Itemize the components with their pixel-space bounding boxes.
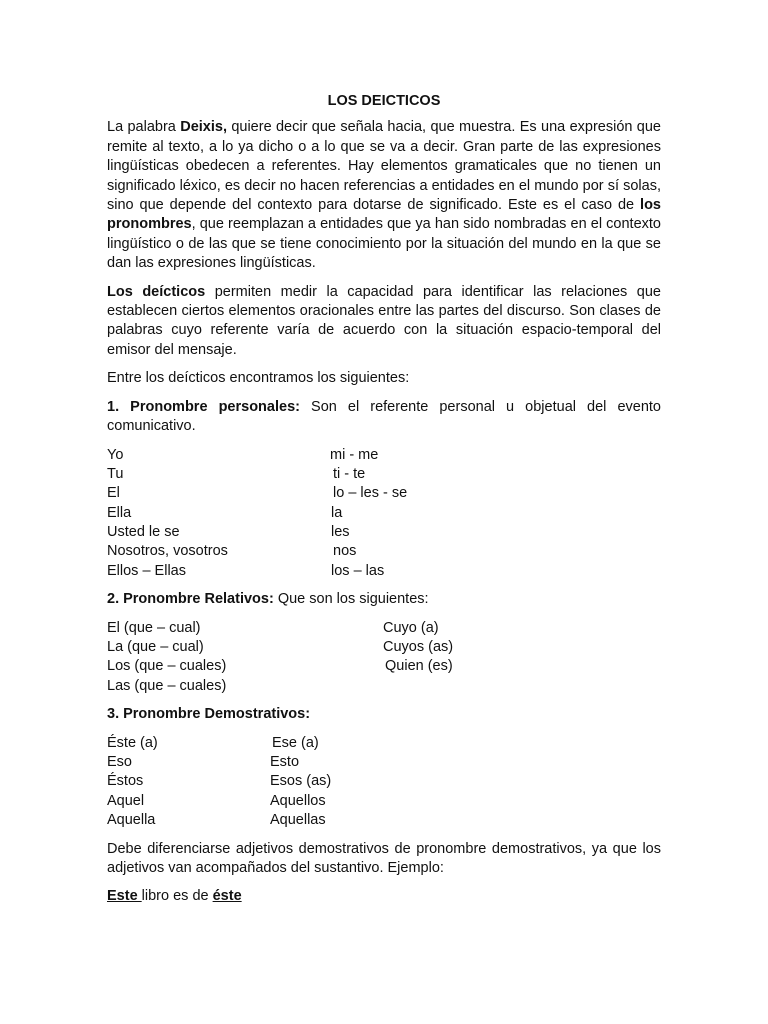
text: , que reemplazan a entidades que ya han sido nombradas en el contexto lingüístico o de las que se tiene conocimiento por la situación del mundo en la que se dan las expresiones lingüísticas. — [107, 216, 661, 272]
paragraph-deixis — [107, 118, 661, 273]
list-row — [107, 446, 661, 465]
list-row — [107, 542, 661, 561]
list-cell: les — [331, 524, 350, 541]
list-cell: Esto — [270, 754, 300, 770]
list-cell: Aquel — [107, 792, 145, 809]
text: Son el referente personal u objetual del evento comunicativo. — [107, 398, 661, 435]
document-page — [107, 92, 661, 916]
list-cell: Aquellas — [270, 812, 326, 829]
list-cell: Ella — [107, 504, 132, 521]
list-cell: Eso — [107, 754, 132, 770]
list-cell: Usted le se — [107, 524, 180, 541]
list-cell: Ellos – Ellas — [107, 562, 186, 579]
list-row — [107, 484, 661, 503]
list-cell: mi - me — [330, 446, 379, 463]
list-cell: nos — [333, 543, 357, 560]
list-cell: El — [107, 485, 120, 502]
example-line — [107, 887, 661, 906]
list-cell: lo – les - se — [333, 485, 408, 502]
list-cell: Aquellos — [270, 792, 326, 809]
list-row — [107, 677, 661, 696]
list-cell: Quien (es) — [385, 658, 453, 675]
list-row — [107, 753, 661, 772]
list-row — [107, 657, 661, 676]
list-row — [107, 619, 661, 638]
term-deicticos: Los deícticos — [107, 283, 206, 300]
list-row — [107, 772, 661, 791]
text: La palabra — [107, 119, 181, 136]
list-row — [107, 734, 661, 753]
list-row — [107, 504, 661, 523]
section-personales — [107, 398, 661, 437]
text: permiten medir la capacidad para identificar las relaciones que establecen ciertos elementos oracionales entre las partes del discurso. Son clases de palabras cuyo referente varía de acuerdo con la situación espacio-temporal del emisor del mensaje. — [107, 283, 661, 358]
list-cell: Éste (a) — [107, 734, 158, 751]
relativos-list — [107, 619, 661, 697]
list-cell: Esos (as) — [270, 773, 332, 790]
section-heading: 1. Pronombre personales: — [107, 398, 300, 415]
example-word-este-pronoun: éste — [212, 888, 242, 905]
list-cell: Nosotros, vosotros — [107, 543, 228, 560]
list-row — [107, 562, 661, 581]
list-row — [107, 465, 661, 484]
list-cell: Ese (a) — [272, 734, 319, 751]
section-demostrativos-heading: 3. Pronombre Demostrativos: — [107, 706, 311, 723]
list-cell: Cuyos (as) — [383, 639, 454, 656]
paragraph-deicticos — [107, 283, 661, 361]
text: quiere decir que señala hacia, que muestra. Es una expresión que remite al texto, a lo ya dicho o a lo que se va a decir. Gran parte de las expresiones lingüísticas obedecen a referentes. Hay elementos gramaticales que no tienen un significado léxico, es decir no hacen referencias a entidades en el mundo por sí solas, sino que depende del contexto para dotarse de significado. Este es el caso de — [107, 119, 661, 214]
list-cell: Tu — [107, 465, 124, 482]
list-cell: Éstos — [107, 773, 144, 790]
list-cell: Las (que – cuales) — [107, 677, 227, 694]
list-cell: Los (que – cuales) — [107, 658, 227, 675]
list-row — [107, 811, 661, 830]
paragraph-adjetivos: Debe diferenciarse adjetivos demostrativos de pronombre demostrativos, ya que los adjetivos van acompañados del sustantivo. Ejemplo: — [107, 840, 661, 876]
list-cell: ti - te — [333, 465, 366, 482]
list-cell: la — [331, 504, 343, 521]
term-deixis: Deixis, — [180, 119, 227, 136]
list-cell: Aquella — [107, 812, 156, 829]
document-title: LOS DEICTICOS — [327, 93, 441, 109]
list-row — [107, 638, 661, 657]
list-cell: Yo — [107, 446, 124, 463]
text: Que son los siguientes: — [273, 591, 429, 608]
paragraph-intro-list: Entre los deícticos encontramos los siguientes: — [107, 370, 410, 387]
list-cell: La (que – cual) — [107, 639, 204, 656]
section-heading: 2. Pronombre Relativos: — [107, 591, 274, 608]
list-cell: los – las — [331, 562, 385, 579]
example-word-este: Este — [107, 888, 142, 905]
demostrativos-list — [107, 734, 661, 831]
list-cell: Cuyo (a) — [383, 619, 439, 636]
text: libro es de — [141, 888, 213, 905]
personales-list — [107, 446, 661, 582]
list-row — [107, 523, 661, 542]
term-pronombres: los pronombres — [107, 197, 661, 233]
list-row — [107, 792, 661, 811]
list-cell: El (que – cual) — [107, 619, 201, 636]
section-relativos — [107, 590, 661, 609]
